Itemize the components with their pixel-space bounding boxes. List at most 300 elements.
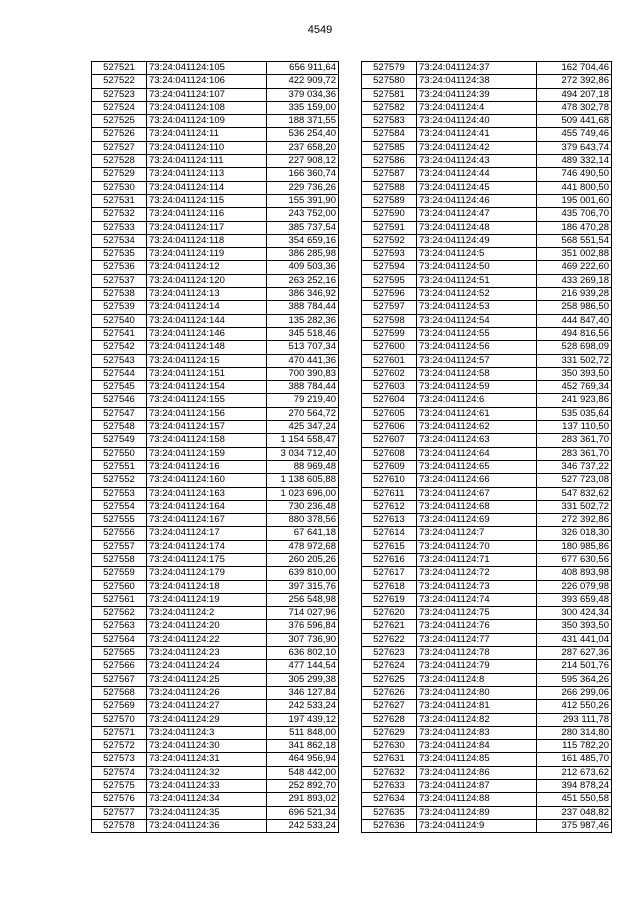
record-number-cell: 527600 xyxy=(362,341,417,354)
value-cell: 535 035,64 xyxy=(537,407,612,420)
record-number-cell: 527578 xyxy=(92,819,147,832)
table-row xyxy=(92,367,339,380)
record-number-cell: 527626 xyxy=(362,686,417,699)
cadastral-number-cell: 73:24:041124:81 xyxy=(417,700,537,713)
table-row xyxy=(92,274,339,287)
cadastral-number-cell: 73:24:041124:144 xyxy=(147,314,267,327)
value-cell: 489 332,14 xyxy=(537,155,612,168)
record-number-cell: 527616 xyxy=(362,553,417,566)
value-cell: 263 252,16 xyxy=(267,274,339,287)
value-cell: 1 154 558,47 xyxy=(267,434,339,447)
record-number-cell: 527563 xyxy=(92,620,147,633)
cadastral-number-cell: 73:24:041124:160 xyxy=(147,474,267,487)
value-cell: 478 972,68 xyxy=(267,540,339,553)
table-row xyxy=(92,700,339,713)
value-cell: 216 939,28 xyxy=(537,288,612,301)
table-row xyxy=(92,88,339,101)
table-row xyxy=(92,713,339,726)
cadastral-number-cell: 73:24:041124:38 xyxy=(417,75,537,88)
cadastral-number-cell: 73:24:041124:31 xyxy=(147,753,267,766)
value-cell: 536 254,40 xyxy=(267,128,339,141)
table-row xyxy=(362,367,612,380)
table-row xyxy=(92,540,339,553)
cadastral-number-cell: 73:24:041124:67 xyxy=(417,487,537,500)
table-row xyxy=(362,194,612,207)
value-cell: 431 441,04 xyxy=(537,633,612,646)
record-number-cell: 527558 xyxy=(92,553,147,566)
cadastral-number-cell: 73:24:041124:47 xyxy=(417,208,537,221)
table-row xyxy=(362,567,612,580)
cadastral-number-cell: 73:24:041124:77 xyxy=(417,633,537,646)
cadastral-number-cell: 73:24:041124:65 xyxy=(417,460,537,473)
cadastral-number-cell: 73:24:041124:33 xyxy=(147,780,267,793)
table-row xyxy=(362,620,612,633)
value-cell: 509 441,68 xyxy=(537,115,612,128)
record-number-cell: 527612 xyxy=(362,500,417,513)
table-row xyxy=(362,647,612,660)
table-row xyxy=(362,101,612,114)
value-cell: 444 847,40 xyxy=(537,314,612,327)
table-row xyxy=(362,168,612,181)
table-row xyxy=(362,314,612,327)
table-row xyxy=(92,341,339,354)
cadastral-number-cell: 73:24:041124:148 xyxy=(147,341,267,354)
cadastral-number-cell: 73:24:041124:20 xyxy=(147,620,267,633)
table-row xyxy=(92,381,339,394)
table-row xyxy=(362,234,612,247)
record-number-cell: 527614 xyxy=(362,527,417,540)
record-number-cell: 527594 xyxy=(362,261,417,274)
cadastral-number-cell: 73:24:041124:25 xyxy=(147,673,267,686)
register-table-left-body xyxy=(92,62,339,833)
value-cell: 115 782,20 xyxy=(537,740,612,753)
table-row xyxy=(362,460,612,473)
table-row xyxy=(362,248,612,261)
page-number: 4549 xyxy=(307,24,333,36)
table-row xyxy=(92,673,339,686)
record-number-cell: 527596 xyxy=(362,288,417,301)
table-row xyxy=(362,208,612,221)
value-cell: 351 002,88 xyxy=(537,248,612,261)
value-cell: 326 018,30 xyxy=(537,527,612,540)
table-row xyxy=(362,155,612,168)
value-cell: 388 784,44 xyxy=(267,301,339,314)
value-cell: 346 127,84 xyxy=(267,686,339,699)
record-number-cell: 527525 xyxy=(92,115,147,128)
cadastral-number-cell: 73:24:041124:179 xyxy=(147,567,267,580)
table-row xyxy=(92,514,339,527)
table-row xyxy=(92,593,339,606)
table-row xyxy=(92,394,339,407)
cadastral-number-cell: 73:24:041124:37 xyxy=(417,62,537,75)
record-number-cell: 527622 xyxy=(362,633,417,646)
table-row xyxy=(92,261,339,274)
cadastral-number-cell: 73:24:041124:78 xyxy=(417,647,537,660)
cadastral-number-cell: 73:24:041124:40 xyxy=(417,115,537,128)
cadastral-number-cell: 73:24:041124:4 xyxy=(417,101,537,114)
table-row xyxy=(362,75,612,88)
table-row xyxy=(362,115,612,128)
table-row xyxy=(92,208,339,221)
cadastral-number-cell: 73:24:041124:79 xyxy=(417,660,537,673)
value-cell: 180 985,86 xyxy=(537,540,612,553)
cadastral-number-cell: 73:24:041124:18 xyxy=(147,580,267,593)
cadastral-number-cell: 73:24:041124:57 xyxy=(417,354,537,367)
record-number-cell: 527629 xyxy=(362,726,417,739)
record-number-cell: 527598 xyxy=(362,314,417,327)
table-row xyxy=(92,567,339,580)
record-number-cell: 527609 xyxy=(362,460,417,473)
cadastral-number-cell: 73:24:041124:118 xyxy=(147,234,267,247)
table-row xyxy=(92,447,339,460)
cadastral-number-cell: 73:24:041124:120 xyxy=(147,274,267,287)
value-cell: 494 816,56 xyxy=(537,327,612,340)
value-cell: 636 802,10 xyxy=(267,647,339,660)
table-row xyxy=(92,793,339,806)
table-row xyxy=(362,327,612,340)
record-number-cell: 527603 xyxy=(362,381,417,394)
table-row xyxy=(92,753,339,766)
record-number-cell: 527585 xyxy=(362,141,417,154)
record-number-cell: 527602 xyxy=(362,367,417,380)
value-cell: 242 533,24 xyxy=(267,819,339,832)
record-number-cell: 527613 xyxy=(362,514,417,527)
cadastral-number-cell: 73:24:041124:32 xyxy=(147,766,267,779)
table-row xyxy=(362,766,612,779)
table-row xyxy=(362,580,612,593)
cadastral-number-cell: 73:24:041124:63 xyxy=(417,434,537,447)
cadastral-number-cell: 73:24:041124:56 xyxy=(417,341,537,354)
value-cell: 494 207,18 xyxy=(537,88,612,101)
cadastral-number-cell: 73:24:041124:119 xyxy=(147,248,267,261)
cadastral-number-cell: 73:24:041124:151 xyxy=(147,367,267,380)
record-number-cell: 527611 xyxy=(362,487,417,500)
value-cell: 341 862,18 xyxy=(267,740,339,753)
value-cell: 135 282,36 xyxy=(267,314,339,327)
value-cell: 388 784,44 xyxy=(267,381,339,394)
table-row xyxy=(362,394,612,407)
cadastral-number-cell: 73:24:041124:45 xyxy=(417,181,537,194)
cadastral-number-cell: 73:24:041124:52 xyxy=(417,288,537,301)
table-row xyxy=(92,726,339,739)
cadastral-number-cell: 73:24:041124:14 xyxy=(147,301,267,314)
record-number-cell: 527528 xyxy=(92,155,147,168)
record-number-cell: 527589 xyxy=(362,194,417,207)
record-number-cell: 527632 xyxy=(362,766,417,779)
value-cell: 300 424,34 xyxy=(537,607,612,620)
value-cell: 393 659,48 xyxy=(537,593,612,606)
table-row xyxy=(362,780,612,793)
record-number-cell: 527567 xyxy=(92,673,147,686)
cadastral-number-cell: 73:24:041124:83 xyxy=(417,726,537,739)
cadastral-number-cell: 73:24:041124:5 xyxy=(417,248,537,261)
record-number-cell: 527524 xyxy=(92,101,147,114)
value-cell: 386 285,98 xyxy=(267,248,339,261)
cadastral-number-cell: 73:24:041124:85 xyxy=(417,753,537,766)
cadastral-number-cell: 73:24:041124:43 xyxy=(417,155,537,168)
cadastral-number-cell: 73:24:041124:71 xyxy=(417,553,537,566)
value-cell: 379 034,36 xyxy=(267,88,339,101)
value-cell: 513 707,34 xyxy=(267,341,339,354)
record-number-cell: 527628 xyxy=(362,713,417,726)
record-number-cell: 527620 xyxy=(362,607,417,620)
cadastral-number-cell: 73:24:041124:19 xyxy=(147,593,267,606)
record-number-cell: 527636 xyxy=(362,819,417,832)
value-cell: 243 752,00 xyxy=(267,208,339,221)
value-cell: 241 923,86 xyxy=(537,394,612,407)
record-number-cell: 527635 xyxy=(362,806,417,819)
value-cell: 451 550,58 xyxy=(537,793,612,806)
cadastral-number-cell: 73:24:041124:159 xyxy=(147,447,267,460)
value-cell: 394 878,24 xyxy=(537,780,612,793)
table-row xyxy=(92,474,339,487)
table-row xyxy=(362,341,612,354)
value-cell: 547 832,62 xyxy=(537,487,612,500)
record-number-cell: 527561 xyxy=(92,593,147,606)
cadastral-number-cell: 73:24:041124:39 xyxy=(417,88,537,101)
value-cell: 307 736,90 xyxy=(267,633,339,646)
cadastral-number-cell: 73:24:041124:73 xyxy=(417,580,537,593)
record-number-cell: 527574 xyxy=(92,766,147,779)
value-cell: 477 144,54 xyxy=(267,660,339,673)
table-row xyxy=(362,753,612,766)
record-number-cell: 527533 xyxy=(92,221,147,234)
value-cell: 548 442,00 xyxy=(267,766,339,779)
table-row xyxy=(362,288,612,301)
record-number-cell: 527597 xyxy=(362,301,417,314)
value-cell: 469 222,60 xyxy=(537,261,612,274)
table-row xyxy=(92,301,339,314)
record-number-cell: 527576 xyxy=(92,793,147,806)
cadastral-number-cell: 73:24:041124:74 xyxy=(417,593,537,606)
record-number-cell: 527577 xyxy=(92,806,147,819)
record-number-cell: 527615 xyxy=(362,540,417,553)
value-cell: 237 658,20 xyxy=(267,141,339,154)
record-number-cell: 527551 xyxy=(92,460,147,473)
cadastral-number-cell: 73:24:041124:29 xyxy=(147,713,267,726)
table-row xyxy=(362,487,612,500)
cadastral-number-cell: 73:24:041124:105 xyxy=(147,62,267,75)
record-number-cell: 527607 xyxy=(362,434,417,447)
cadastral-number-cell: 73:24:041124:59 xyxy=(417,381,537,394)
record-number-cell: 527547 xyxy=(92,407,147,420)
table-row xyxy=(362,88,612,101)
table-row xyxy=(362,301,612,314)
cadastral-number-cell: 73:24:041124:68 xyxy=(417,500,537,513)
cadastral-number-cell: 73:24:041124:117 xyxy=(147,221,267,234)
table-row xyxy=(92,234,339,247)
table-row xyxy=(362,540,612,553)
record-number-cell: 527599 xyxy=(362,327,417,340)
register-table-left xyxy=(91,61,339,833)
record-number-cell: 527591 xyxy=(362,221,417,234)
value-cell: 441 800,50 xyxy=(537,181,612,194)
value-cell: 677 630,56 xyxy=(537,553,612,566)
cadastral-number-cell: 73:24:041124:34 xyxy=(147,793,267,806)
cadastral-number-cell: 73:24:041124:111 xyxy=(147,155,267,168)
table-row xyxy=(92,194,339,207)
record-number-cell: 527595 xyxy=(362,274,417,287)
cadastral-number-cell: 73:24:041124:15 xyxy=(147,354,267,367)
table-row xyxy=(92,806,339,819)
table-row xyxy=(92,660,339,673)
record-number-cell: 527624 xyxy=(362,660,417,673)
value-cell: 478 302,78 xyxy=(537,101,612,114)
value-cell: 464 956,94 xyxy=(267,753,339,766)
record-number-cell: 527627 xyxy=(362,700,417,713)
value-cell: 375 987,46 xyxy=(537,819,612,832)
table-row xyxy=(92,421,339,434)
value-cell: 67 641,18 xyxy=(267,527,339,540)
table-row xyxy=(362,593,612,606)
record-number-cell: 527584 xyxy=(362,128,417,141)
table-row xyxy=(362,221,612,234)
cadastral-number-cell: 73:24:041124:48 xyxy=(417,221,537,234)
value-cell: 511 848,00 xyxy=(267,726,339,739)
table-row xyxy=(362,806,612,819)
value-cell: 283 361,70 xyxy=(537,434,612,447)
value-cell: 397 315,76 xyxy=(267,580,339,593)
value-cell: 354 659,16 xyxy=(267,234,339,247)
cadastral-number-cell: 73:24:041124:113 xyxy=(147,168,267,181)
record-number-cell: 527531 xyxy=(92,194,147,207)
record-number-cell: 527631 xyxy=(362,753,417,766)
record-number-cell: 527621 xyxy=(362,620,417,633)
record-number-cell: 527534 xyxy=(92,234,147,247)
table-row xyxy=(92,155,339,168)
value-cell: 237 048,82 xyxy=(537,806,612,819)
value-cell: 425 347,24 xyxy=(267,421,339,434)
table-row xyxy=(362,434,612,447)
record-number-cell: 527573 xyxy=(92,753,147,766)
value-cell: 346 737,22 xyxy=(537,460,612,473)
cadastral-number-cell: 73:24:041124:12 xyxy=(147,261,267,274)
value-cell: 714 027,96 xyxy=(267,607,339,620)
record-number-cell: 527566 xyxy=(92,660,147,673)
cadastral-number-cell: 73:24:041124:108 xyxy=(147,101,267,114)
value-cell: 350 393,50 xyxy=(537,367,612,380)
cadastral-number-cell: 73:24:041124:75 xyxy=(417,607,537,620)
record-number-cell: 527587 xyxy=(362,168,417,181)
value-cell: 162 704,46 xyxy=(537,62,612,75)
record-number-cell: 527526 xyxy=(92,128,147,141)
record-number-cell: 527523 xyxy=(92,88,147,101)
record-number-cell: 527590 xyxy=(362,208,417,221)
value-cell: 1 023 696,00 xyxy=(267,487,339,500)
value-cell: 280 314,80 xyxy=(537,726,612,739)
table-row xyxy=(362,686,612,699)
table-row xyxy=(362,381,612,394)
table-row xyxy=(362,407,612,420)
table-row xyxy=(362,447,612,460)
record-number-cell: 527569 xyxy=(92,700,147,713)
cadastral-number-cell: 73:24:041124:44 xyxy=(417,168,537,181)
table-row xyxy=(92,314,339,327)
cadastral-number-cell: 73:24:041124:51 xyxy=(417,274,537,287)
cadastral-number-cell: 73:24:041124:36 xyxy=(147,819,267,832)
table-row xyxy=(92,221,339,234)
record-number-cell: 527539 xyxy=(92,301,147,314)
table-row xyxy=(362,421,612,434)
cadastral-number-cell: 73:24:041124:42 xyxy=(417,141,537,154)
table-row xyxy=(92,647,339,660)
value-cell: 331 502,72 xyxy=(537,500,612,513)
value-cell: 409 503,36 xyxy=(267,261,339,274)
table-row xyxy=(92,500,339,513)
table-row xyxy=(92,580,339,593)
table-row xyxy=(92,181,339,194)
record-number-cell: 527564 xyxy=(92,633,147,646)
value-cell: 335 159,00 xyxy=(267,101,339,114)
record-number-cell: 527552 xyxy=(92,474,147,487)
record-number-cell: 527529 xyxy=(92,168,147,181)
record-number-cell: 527623 xyxy=(362,647,417,660)
cadastral-number-cell: 73:24:041124:164 xyxy=(147,500,267,513)
cadastral-number-cell: 73:24:041124:163 xyxy=(147,487,267,500)
table-row xyxy=(362,740,612,753)
record-number-cell: 527542 xyxy=(92,341,147,354)
value-cell: 291 893,02 xyxy=(267,793,339,806)
cadastral-number-cell: 73:24:041124:107 xyxy=(147,88,267,101)
record-number-cell: 527546 xyxy=(92,394,147,407)
cadastral-number-cell: 73:24:041124:7 xyxy=(417,527,537,540)
cadastral-number-cell: 73:24:041124:46 xyxy=(417,194,537,207)
cadastral-number-cell: 73:24:041124:61 xyxy=(417,407,537,420)
cadastral-number-cell: 73:24:041124:8 xyxy=(417,673,537,686)
cadastral-number-cell: 73:24:041124:167 xyxy=(147,514,267,527)
cadastral-number-cell: 73:24:041124:82 xyxy=(417,713,537,726)
value-cell: 730 236,48 xyxy=(267,500,339,513)
table-row xyxy=(362,274,612,287)
record-number-cell: 527536 xyxy=(92,261,147,274)
cadastral-number-cell: 73:24:041124:66 xyxy=(417,474,537,487)
table-row xyxy=(362,474,612,487)
table-row xyxy=(92,407,339,420)
cadastral-number-cell: 73:24:041124:80 xyxy=(417,686,537,699)
value-cell: 433 269,18 xyxy=(537,274,612,287)
value-cell: 195 001,60 xyxy=(537,194,612,207)
table-row xyxy=(92,75,339,88)
table-row xyxy=(92,354,339,367)
table-row xyxy=(92,819,339,832)
value-cell: 137 110,50 xyxy=(537,421,612,434)
record-number-cell: 527570 xyxy=(92,713,147,726)
record-number-cell: 527582 xyxy=(362,101,417,114)
table-row xyxy=(362,793,612,806)
value-cell: 331 502,72 xyxy=(537,354,612,367)
record-number-cell: 527575 xyxy=(92,780,147,793)
cadastral-number-cell: 73:24:041124:146 xyxy=(147,327,267,340)
value-cell: 226 079,98 xyxy=(537,580,612,593)
table-row xyxy=(362,700,612,713)
record-number-cell: 527592 xyxy=(362,234,417,247)
table-row xyxy=(362,527,612,540)
table-row xyxy=(362,261,612,274)
table-row xyxy=(362,514,612,527)
value-cell: 528 698,09 xyxy=(537,341,612,354)
record-number-cell: 527562 xyxy=(92,607,147,620)
table-row xyxy=(92,607,339,620)
cadastral-number-cell: 73:24:041124:2 xyxy=(147,607,267,620)
record-number-cell: 527548 xyxy=(92,421,147,434)
value-cell: 470 441,36 xyxy=(267,354,339,367)
table-row xyxy=(362,713,612,726)
table-row xyxy=(92,128,339,141)
cadastral-number-cell: 73:24:041124:50 xyxy=(417,261,537,274)
value-cell: 350 393,50 xyxy=(537,620,612,633)
table-row xyxy=(92,62,339,75)
value-cell: 260 205,26 xyxy=(267,553,339,566)
